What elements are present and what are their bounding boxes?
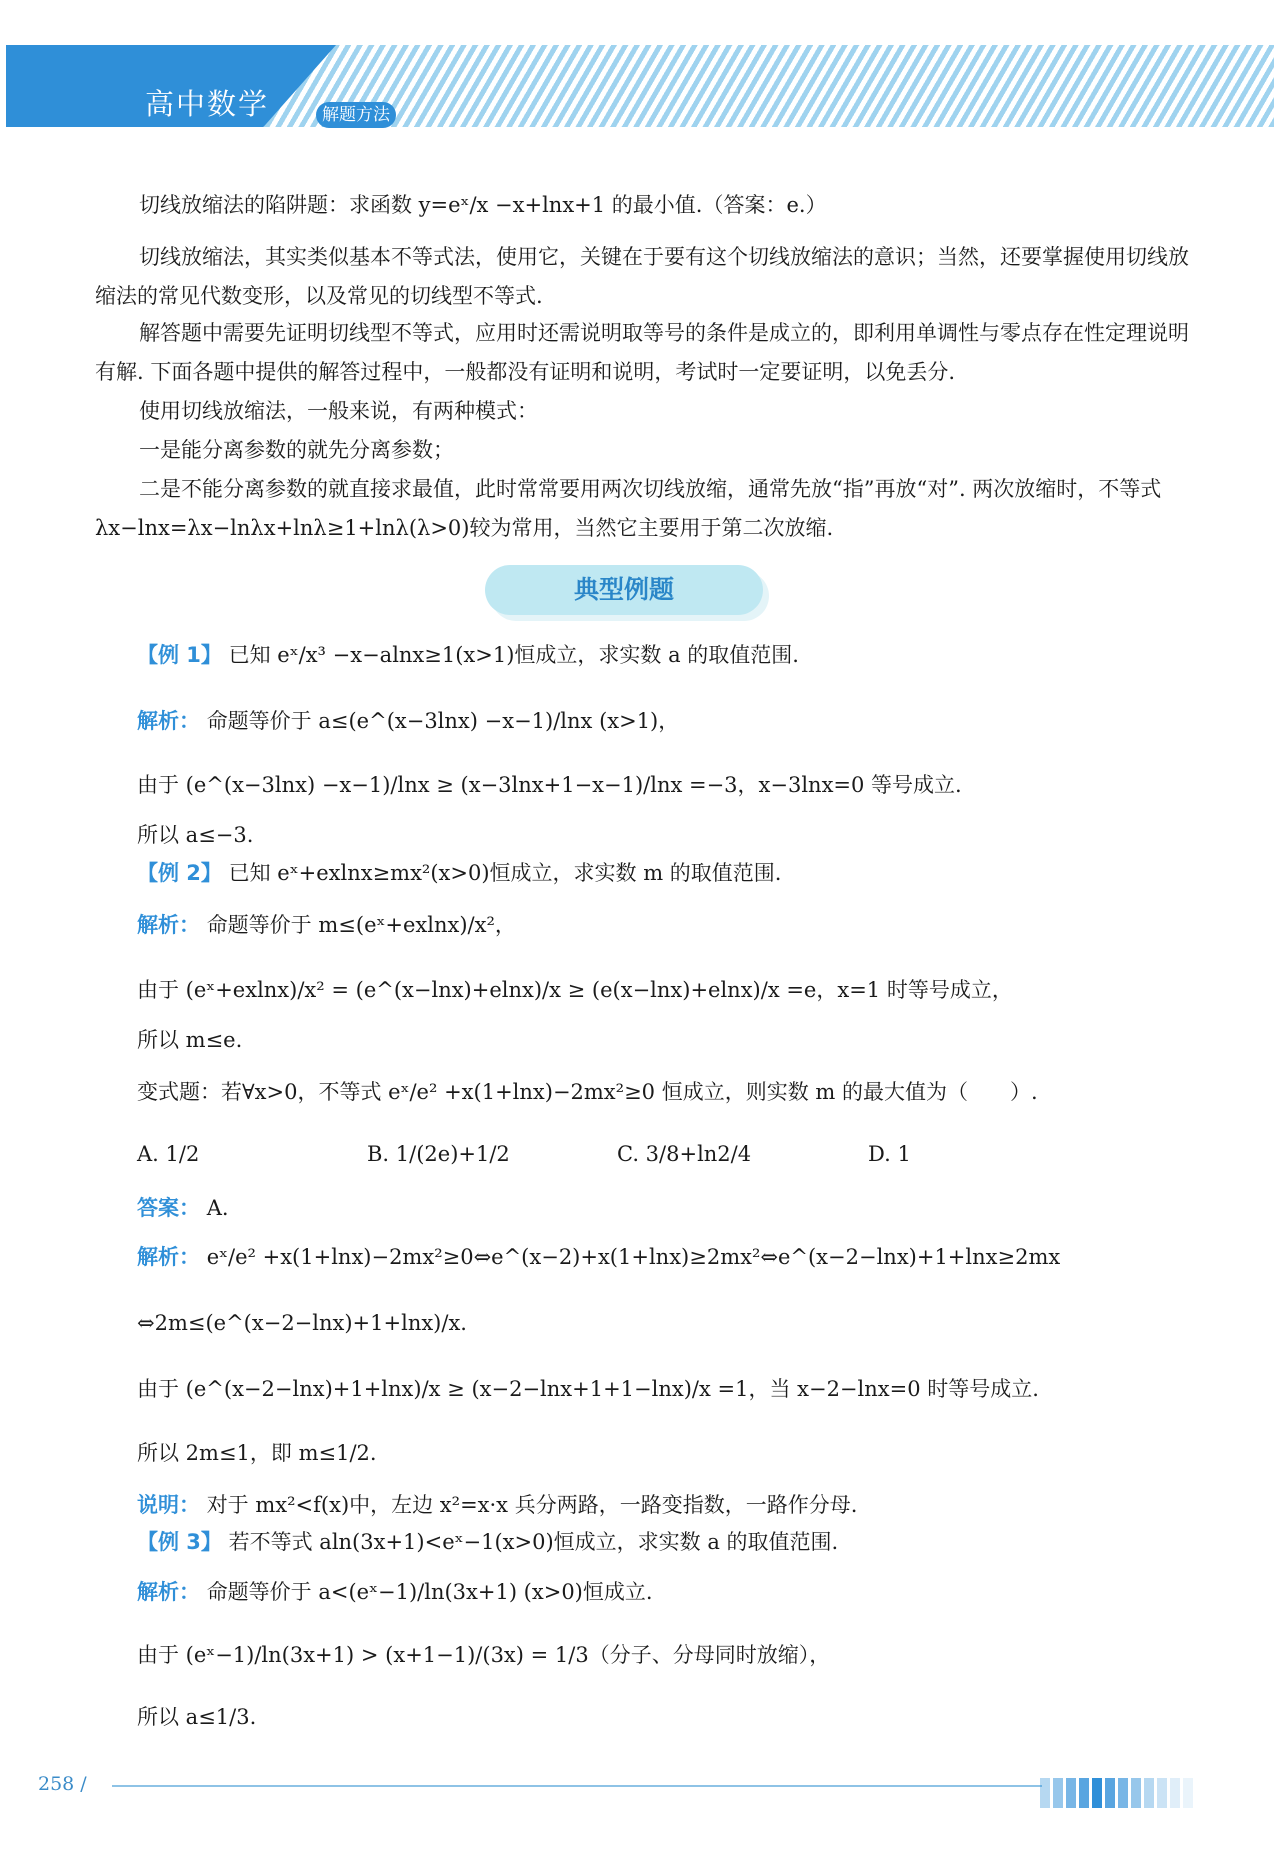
- example-3-text: 若不等式 aln(3x+1)<eˣ−1(x>0)恒成立，求实数 a 的取值范围.: [228, 1530, 839, 1554]
- intro-trap-problem: 切线放缩法的陷阱题：求函数 y=eˣ/x −x+lnx+1 的最小值.（答案：e.）: [139, 193, 827, 217]
- note-label: 说明：: [137, 1493, 200, 1517]
- note-text: 对于 mx²<f(x)中，左边 x²=x·x 兵分两路，一路变指数，一路作分母.: [206, 1493, 858, 1517]
- variant-analysis-text-1: eˣ/e² +x(1+lnx)−2mx²≥0⇔e^(x−2)+x(1+lnx)≥2mx²⇔e^(x−2−lnx)+1+lnx≥2mx: [206, 1245, 1061, 1269]
- example-2-question: [137, 858, 781, 888]
- footer-bars-decoration: [1040, 1778, 1250, 1808]
- intro-paragraph-2: 解答题中需要先证明切线型不等式，应用时还需说明取等号的条件是成立的，即利用单调性与零点存在性定理说明有解. 下面各题中提供的解答过程中，一般都没有证明和说明，考试时一定要证明，以免丢分.: [95, 321, 1189, 384]
- answer-label: 答案：: [137, 1196, 200, 1220]
- example-3-question: [137, 1527, 838, 1557]
- example-2-step-text-1: 命题等价于 m≤(eˣ+exlnx)/x²，: [206, 913, 516, 937]
- header-subtitle-badge: 解题方法: [316, 102, 396, 128]
- variant-analysis-1: [137, 1242, 1060, 1272]
- option-a: A. 1/2: [137, 1142, 200, 1166]
- header-title: 高中数学: [145, 87, 270, 121]
- example-3-analysis-label: 解析：: [137, 1580, 200, 1604]
- option-b: B. 1/(2e)+1/2: [367, 1142, 510, 1166]
- example-3-step-3: 所以 a≤1/3.: [137, 1705, 257, 1729]
- intro-paragraph-3: 使用切线放缩法，一般来说，有两种模式：: [139, 399, 538, 423]
- variant-note: [137, 1490, 857, 1520]
- answer-text: A.: [206, 1196, 229, 1220]
- example-2-step-1: [137, 910, 516, 940]
- example-2-analysis-label: 解析：: [137, 913, 200, 937]
- example-2-tag: 【例 2】: [137, 861, 222, 885]
- example-1-step-1: [137, 706, 679, 736]
- example-2-step-3: 所以 m≤e.: [137, 1028, 243, 1052]
- example-3-step-1: [137, 1577, 653, 1607]
- variant-analysis-4: 所以 2m≤1，即 m≤1/2.: [137, 1441, 377, 1465]
- option-c: C. 3/8+ln2/4: [617, 1142, 752, 1166]
- example-1-step-3: 所以 a≤−3.: [137, 823, 254, 847]
- example-1-analysis-label: 解析：: [137, 709, 200, 733]
- variant-analysis-label: 解析：: [137, 1245, 200, 1269]
- variant-answer: [137, 1193, 229, 1223]
- intro-paragraph-1: 切线放缩法，其实类似基本不等式法，使用它，关键在于要有这个切线放缩法的意识；当然，还要掌握使用切线放缩法的常见代数变形，以及常见的切线型不等式.: [95, 245, 1189, 308]
- section-title: 典型例题: [485, 565, 763, 615]
- intro-paragraph-4: 一是能分离参数的就先分离参数；: [139, 438, 454, 462]
- example-1-step-text-1: 命题等价于 a≤(e^(x−3lnx) −x−1)/lnx (x>1)，: [206, 709, 680, 733]
- variant-analysis-3: 由于 (e^(x−2−lnx)+1+lnx)/x ≥ (x−2−lnx+1+1−lnx)/x =1，当 x−2−lnx=0 时等号成立.: [137, 1377, 1039, 1401]
- example-1-tag: 【例 1】: [137, 643, 222, 667]
- example-3-step-text-1: 命题等价于 a<(eˣ−1)/ln(3x+1) (x>0)恒成立.: [206, 1580, 653, 1604]
- intro-paragraph-5: 二是不能分离参数的就直接求最值，此时常常要用两次切线放缩，通常先放“指”再放“对”. 两次放缩时，不等式 λx−lnx=λx−lnλx+lnλ≥1+lnλ(λ>0)较为常用，当然它主要用于第二次放缩.: [95, 477, 1162, 540]
- example-1-text: 已知 eˣ/x³ −x−alnx≥1(x>1)恒成立，求实数 a 的取值范围.: [228, 643, 799, 667]
- example-2-text: 已知 eˣ+exlnx≥mx²(x>0)恒成立，求实数 m 的取值范围.: [228, 861, 782, 885]
- option-d: D. 1: [868, 1142, 911, 1166]
- example-1-step-2: 由于 (e^(x−3lnx) −x−1)/lnx ≥ (x−3lnx+1−x−1)/lnx =−3，x−3lnx=0 等号成立.: [137, 773, 962, 797]
- footer-rule: [112, 1785, 1042, 1787]
- example-2-step-2: 由于 (eˣ+exlnx)/x² = (e^(x−lnx)+elnx)/x ≥ (e(x−lnx)+elnx)/x =e，x=1 时等号成立，: [137, 978, 1013, 1002]
- variant-question: 变式题：若∀x>0，不等式 eˣ/e² +x(1+lnx)−2mx²≥0 恒成立，则实数 m 的最大值为（ ）.: [137, 1080, 1038, 1104]
- example-3-tag: 【例 3】: [137, 1530, 222, 1554]
- variant-analysis-2: ⇔2m≤(e^(x−2−lnx)+1+lnx)/x.: [137, 1311, 467, 1335]
- example-1-question: [137, 640, 799, 670]
- page-number: 258 /: [38, 1773, 87, 1795]
- example-3-step-2: 由于 (eˣ−1)/ln(3x+1) > (x+1−1)/(3x) = 1/3（分子、分母同时放缩），: [137, 1643, 831, 1667]
